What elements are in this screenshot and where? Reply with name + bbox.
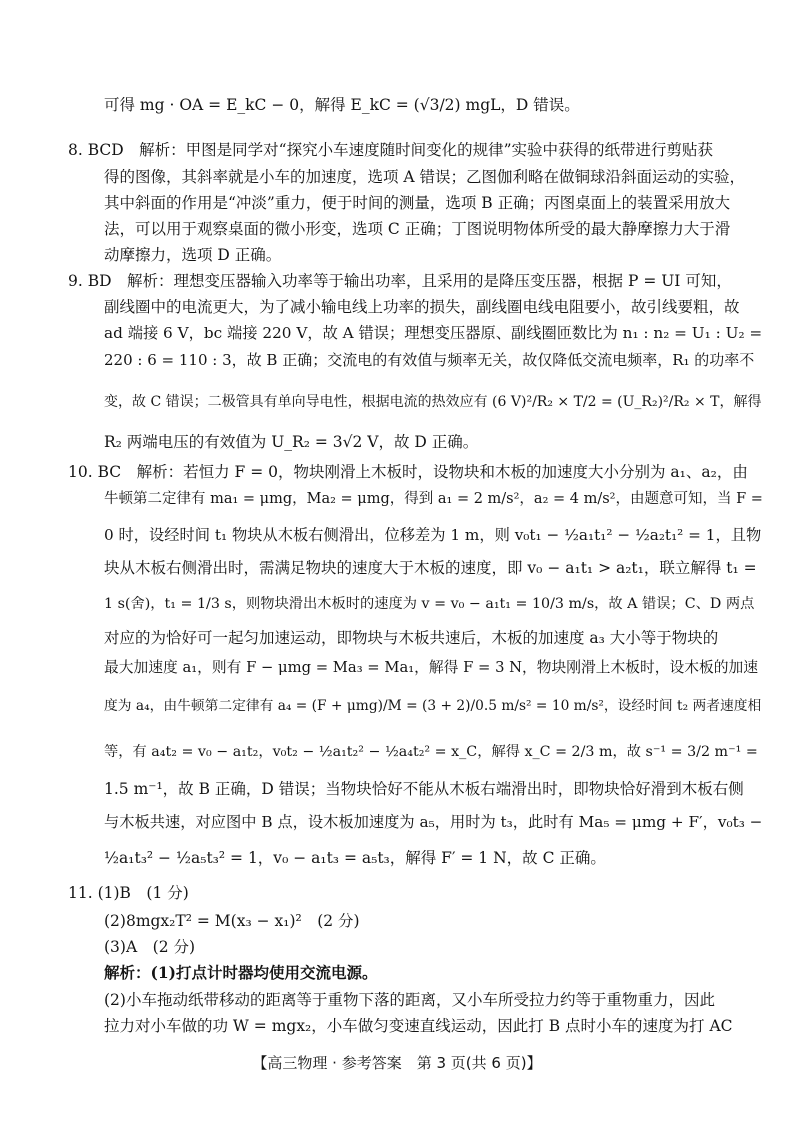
text-line: 220 : 6 = 110 : 3，故 B 正确；交流电的有效值与频率无关，故仅降低交流电频率，R₁ 的功率不 [104, 351, 755, 369]
text-line: 对应的为恰好可一起匀加速运动，即物块与木板共速后，木板的加速度 a₃ 大小等于物块的 [104, 629, 719, 647]
answer-11-analysis: 解析：(1)打点计时器均使用交流电源。 [104, 963, 378, 982]
page-footer: 【高三物理 · 参考答案 第 3 页(共 6 页)】 [252, 1054, 542, 1072]
answer-8-heading: 8. BCD 解析：甲图是同学对“探究小车速度随时间变化的规律”实验中获得的纸带进行剪贴获 [68, 141, 714, 159]
text-line: R₂ 两端电压的有效值为 U_R₂ = 3√2 V，故 D 正确。 [104, 433, 479, 451]
text-line: 得的图像，其斜率就是小车的加速度，选项 A 错误；乙图伽利略在做铜球沿斜面运动的实验， [104, 168, 746, 186]
text-line: (2)小车拖动纸带移动的距离等于重物下落的距离，又小车所受拉力约等于重物重力，因此 [104, 991, 715, 1009]
text-line: 副线圈中的电流更大，为了减小输电线上功率的损失，副线圈电线电阻要小，故引线要粗，故 [104, 298, 740, 316]
text-line: 其中斜面的作用是“冲淡”重力，便于时间的测量，选项 B 正确；丙图桌面上的装置采用放大 [104, 194, 731, 212]
text-line: 0 时，设经时间 t₁ 物块从木板右侧滑出，位移差为 1 m，则 v₀t₁ − ½a₁t₁² − ½a₂t₁² = 1，且物 [104, 526, 762, 544]
text-line: ½a₁t₃² − ½a₅t₃² = 1，v₀ − a₁t₃ = a₅t₃，解得 F′ = 1 N，故 C 正确。 [104, 849, 606, 867]
text-line: 等，有 a₄t₂ = v₀ − a₁t₂，v₀t₂ − ½a₁t₂² − ½a₄t₂² = x_C，解得 x_C = 2/3 m，故 s⁻¹ = 3/2 m⁻¹ = [104, 744, 758, 760]
answer-11-part-3: (3)A (2 分) [104, 938, 196, 956]
text-line: 拉力对小车做的功 W = mgx₂，小车做匀变速直线运动，因此打 B 点时小车的速度为打 AC [104, 1017, 733, 1035]
answer-10-heading: 10. BC 解析：若恒力 F = 0，物块刚滑上木板时，设物块和木板的加速度大小分别为 a₁、a₂，由 [68, 463, 748, 481]
text-line: 可得 mg · OA = E_kC − 0，解得 E_kC = (√3/2) mgL，D 错误。 [104, 96, 580, 114]
text-line: 牛顿第二定律有 ma₁ = μmg，Ma₂ = μmg，得到 a₁ = 2 m/s²，a₂ = 4 m/s²，由题意可知，当 F = [104, 491, 763, 507]
text-line: 1 s(舍)，t₁ = 1/3 s，则物块滑出木板时的速度为 v = v₀ − a₁t₁ = 10/3 m/s，故 A 错误；C、D 两点 [104, 596, 755, 612]
text-line: 最大加速度 a₁，则有 F − μmg = Ma₃ = Ma₁，解得 F = 3 N，物块刚滑上木板时，设木板的加速 [104, 659, 759, 676]
answer-9-heading: 9. BD 解析：理想变压器输入功率等于输出功率，且采用的是降压变压器，根据 P = UI 可知， [68, 272, 732, 290]
text-line: 块从木板右侧滑出时，需满足物块的速度大于木板的速度，即 v₀ − a₁t₁ > a₂t₁，联立解得 t₁ = [104, 559, 757, 577]
text-line: 法，可以用于观察桌面的微小形变，选项 C 正确；丁图说明物体所受的最大静摩擦力大于滑 [104, 220, 731, 238]
text-line: 变，故 C 错误；二极管具有单向导电性，根据电流的热效应有 (6 V)²/R₂ × T/2 = (U_R₂)²/R₂ × T，解得 [104, 394, 762, 410]
text-line: 与木板共速，对应图中 B 点，设木板加速度为 a₅，用时为 t₃，此时有 Ma₅ = μmg + F′，v₀t₃ − [104, 813, 763, 831]
answer-11-heading: 11. (1)B (1 分) [68, 884, 189, 902]
text-line: 动摩擦力，选项 D 正确。 [104, 246, 282, 264]
text-line: ad 端接 6 V，bc 端接 220 V，故 A 错误；理想变压器原、副线圈匝数比为 n₁ : n₂ = U₁ : U₂ = [104, 324, 763, 342]
answer-11-part-2: (2)8mgx₂T² = M(x₃ − x₁)² (2 分) [104, 912, 360, 930]
text-line: 度为 a₄，由牛顿第二定律有 a₄ = (F + μmg)/M = (3 + 2)/0.5 m/s² = 10 m/s²，设经时间 t₂ 两者速度相 [104, 698, 762, 714]
text-line: 1.5 m⁻¹，故 B 正确，D 错误；当物块恰好不能从木板右端滑出时，即物块恰好滑到木板右侧 [104, 780, 744, 798]
